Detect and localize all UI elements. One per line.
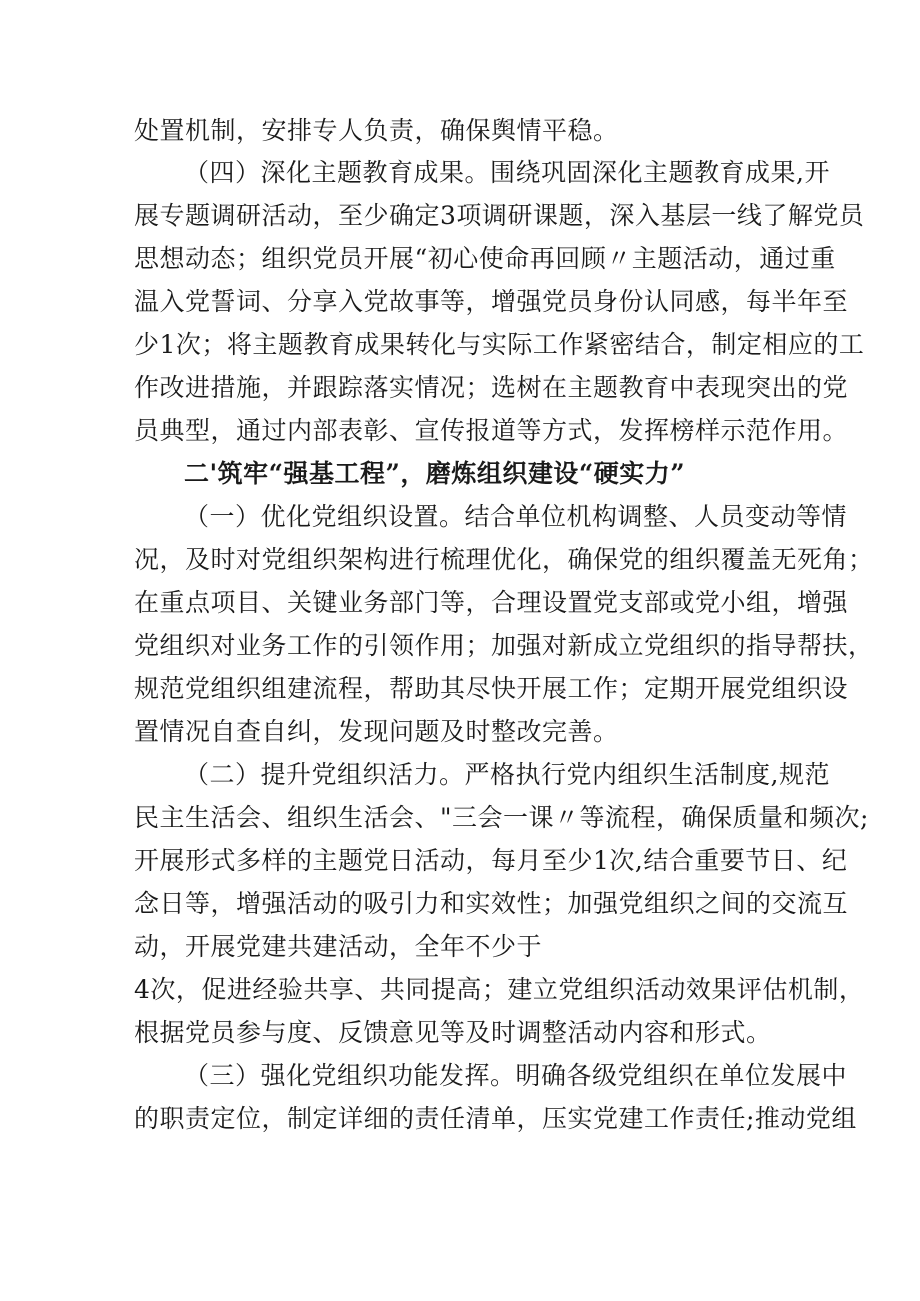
text-line: 展专题调研活动，至少确定3项调研课题，深入基层一线了解党员 bbox=[134, 201, 865, 230]
text-line: 民主生活会、组织生活会、"三会一课〃等流程，确保质量和频次; bbox=[134, 803, 869, 832]
text-line: 况，及时对党组织架构进行梳理优化，确保党的组织覆盖无死角； bbox=[134, 545, 874, 574]
text-line: 处置机制，安排专人负责，确保舆情平稳。 bbox=[134, 116, 619, 145]
text-line: 动，开展党建共建活动，全年不少于 bbox=[134, 932, 543, 961]
text-line: 开展形式多样的主题党日活动，每月至少1次,结合重要节日、纪 bbox=[134, 846, 848, 875]
text-line: 念日等，增强活动的吸引力和实效性；加强党组织之间的交流互 bbox=[134, 889, 849, 918]
section-heading: 二'筑牢“强基工程”，磨炼组织建设“硬实力” bbox=[184, 459, 686, 488]
text-line: 党组织对业务工作的引领作用；加强对新成立党组织的指导帮扶， bbox=[134, 631, 874, 660]
text-line: 的职责定位，制定详细的责任清单，压实党建工作责任;推动党组 bbox=[134, 1104, 857, 1133]
text-line: （四）深化主题教育成果。围绕巩固深化主题教育成果,开 bbox=[184, 158, 830, 187]
text-line: 员典型，通过内部表彰、宣传报道等方式，发挥榜样示范作用。 bbox=[134, 416, 849, 445]
text-line: （二）提升党组织活力。严格执行党内组织生活制度,规范 bbox=[184, 760, 830, 789]
text-line: 4次，促进经验共享、共同提高；建立党组织活动效果评估机制， bbox=[134, 975, 865, 1004]
text-line: 少1次；将主题教育成果转化与实际工作紧密结合，制定相应的工 bbox=[134, 330, 865, 359]
text-line: （一）优化党组织设置。结合单位机构调整、人员变动等情 bbox=[184, 502, 848, 531]
text-line: 思想动态；组织党员开展“初心使命再回顾〃主题活动，通过重 bbox=[134, 244, 836, 273]
text-line: 作改进措施，并跟踪落实情况；选树在主题教育中表现突出的党 bbox=[134, 373, 849, 402]
text-line: 温入党誓词、分享入党故事等，增强党员身份认同感，每半年至 bbox=[134, 287, 849, 316]
text-line: （三）强化党组织功能发挥。明确各级党组织在单位发展中 bbox=[184, 1061, 848, 1090]
text-line: 根据党员参与度、反馈意见等及时调整活动内容和形式。 bbox=[134, 1018, 772, 1047]
text-line: 在重点项目、关键业务部门等，合理设置党支部或党小组，增强 bbox=[134, 588, 849, 617]
text-line: 规范党组织组建流程，帮助其尽快开展工作；定期开展党组织设 bbox=[134, 674, 849, 703]
text-line: 置情况自查自纠，发现问题及时整改完善。 bbox=[134, 717, 619, 746]
